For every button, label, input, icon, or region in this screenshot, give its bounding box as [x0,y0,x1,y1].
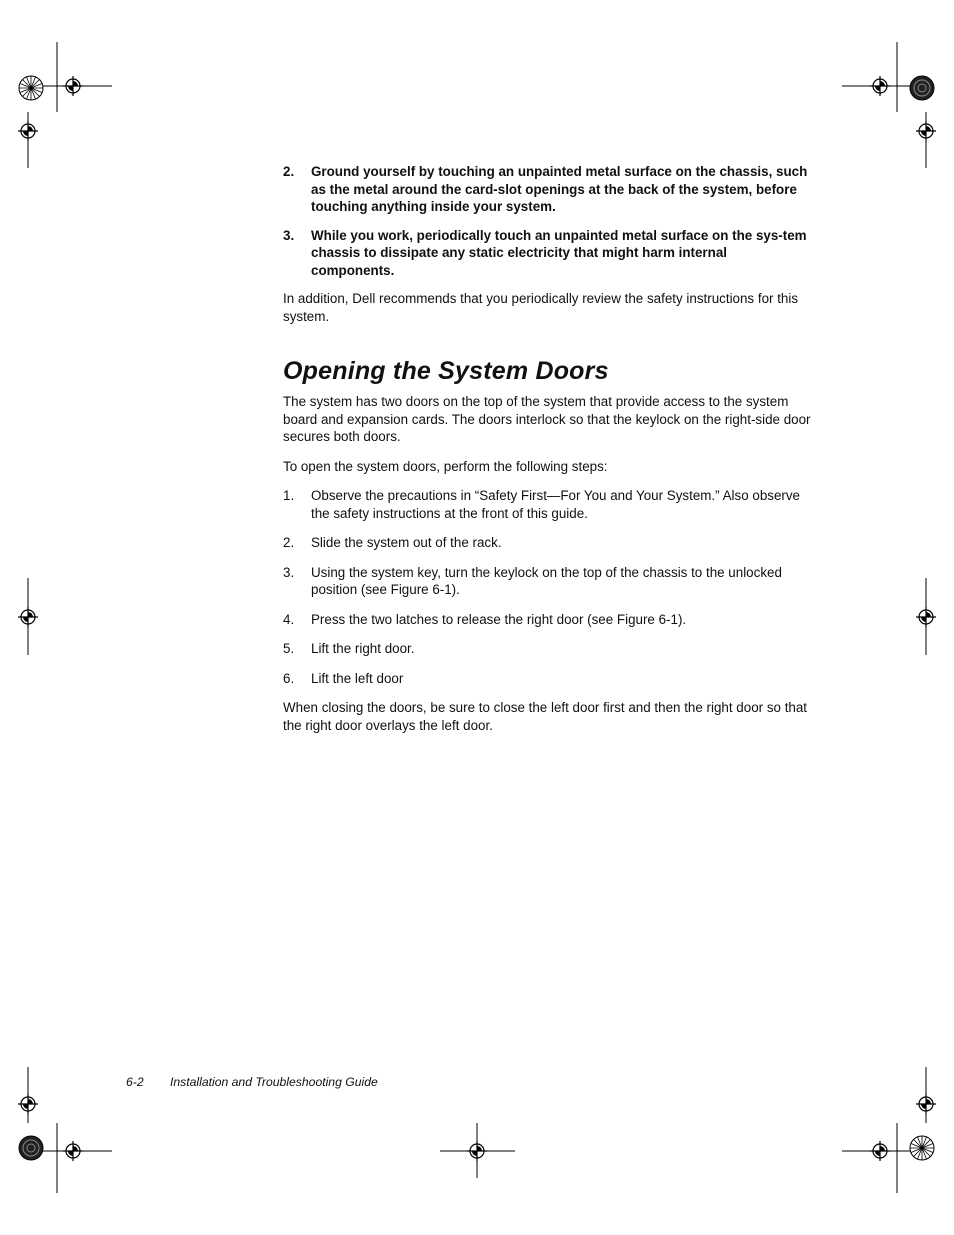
guide-title: Installation and Troubleshooting Guide [170,1075,378,1089]
step-number: 4. [283,611,295,627]
list-item [283,564,813,599]
step-number: 5. [283,641,295,656]
steps-lead: To open the system doors, perform the following steps: [283,458,608,474]
step-number: 6. [283,670,295,686]
step-text: Press the two latches to release the right door (see Figure 6-1). [311,611,687,627]
step-number: 1. [283,488,295,503]
step-text: Lift the right door. [311,641,415,656]
step-text: Lift the left door [311,670,404,686]
closing-paragraph: When closing the doors, be sure to close the left door first and then the right door so that the right door overlays the left door. [283,700,808,733]
list-item [283,670,813,688]
intro-paragraph: In addition, Dell recommends that you periodically review the safety instructions for this system. [283,291,799,324]
step-number: 2. [283,164,295,179]
section-paragraph: The system has two doors on the top of the system that provide access to the system board and expansion cards. The doors interlock so that the keylock on the right-side door secures both doors. [283,394,811,444]
list-item [283,611,813,629]
step-text: Observe the precautions in “Safety First—For You and Your System.” Also observe the safety instructions at the front of this guide. [311,488,801,521]
step-number: 2. [283,535,295,550]
safety-step [283,163,813,216]
step-text: Using the system key, turn the keylock on the top of the chassis to the unlocked position (see Figure 6-1). [311,564,782,597]
step-number: 3. [283,564,295,580]
section-heading: Opening the System Doors [283,357,609,385]
page-number: 6-2 [126,1075,144,1089]
page-content [283,163,813,746]
step-text: While you work, periodically touch an unpainted metal surface on the sys-tem chassis to dissipate any static electricity that might harm internal components. [311,227,807,278]
list-item [283,640,813,658]
safety-step [283,227,813,280]
step-text: Ground yourself by touching an unpainted metal surface on the chassis, such as the metal around the card-slot openings at the back of the system, before touching anything inside your system. [311,164,808,214]
step-text: Slide the system out of the rack. [311,535,502,550]
page-footer [126,1075,378,1090]
list-item [283,487,813,522]
step-number: 3. [283,227,295,243]
list-item [283,534,813,552]
